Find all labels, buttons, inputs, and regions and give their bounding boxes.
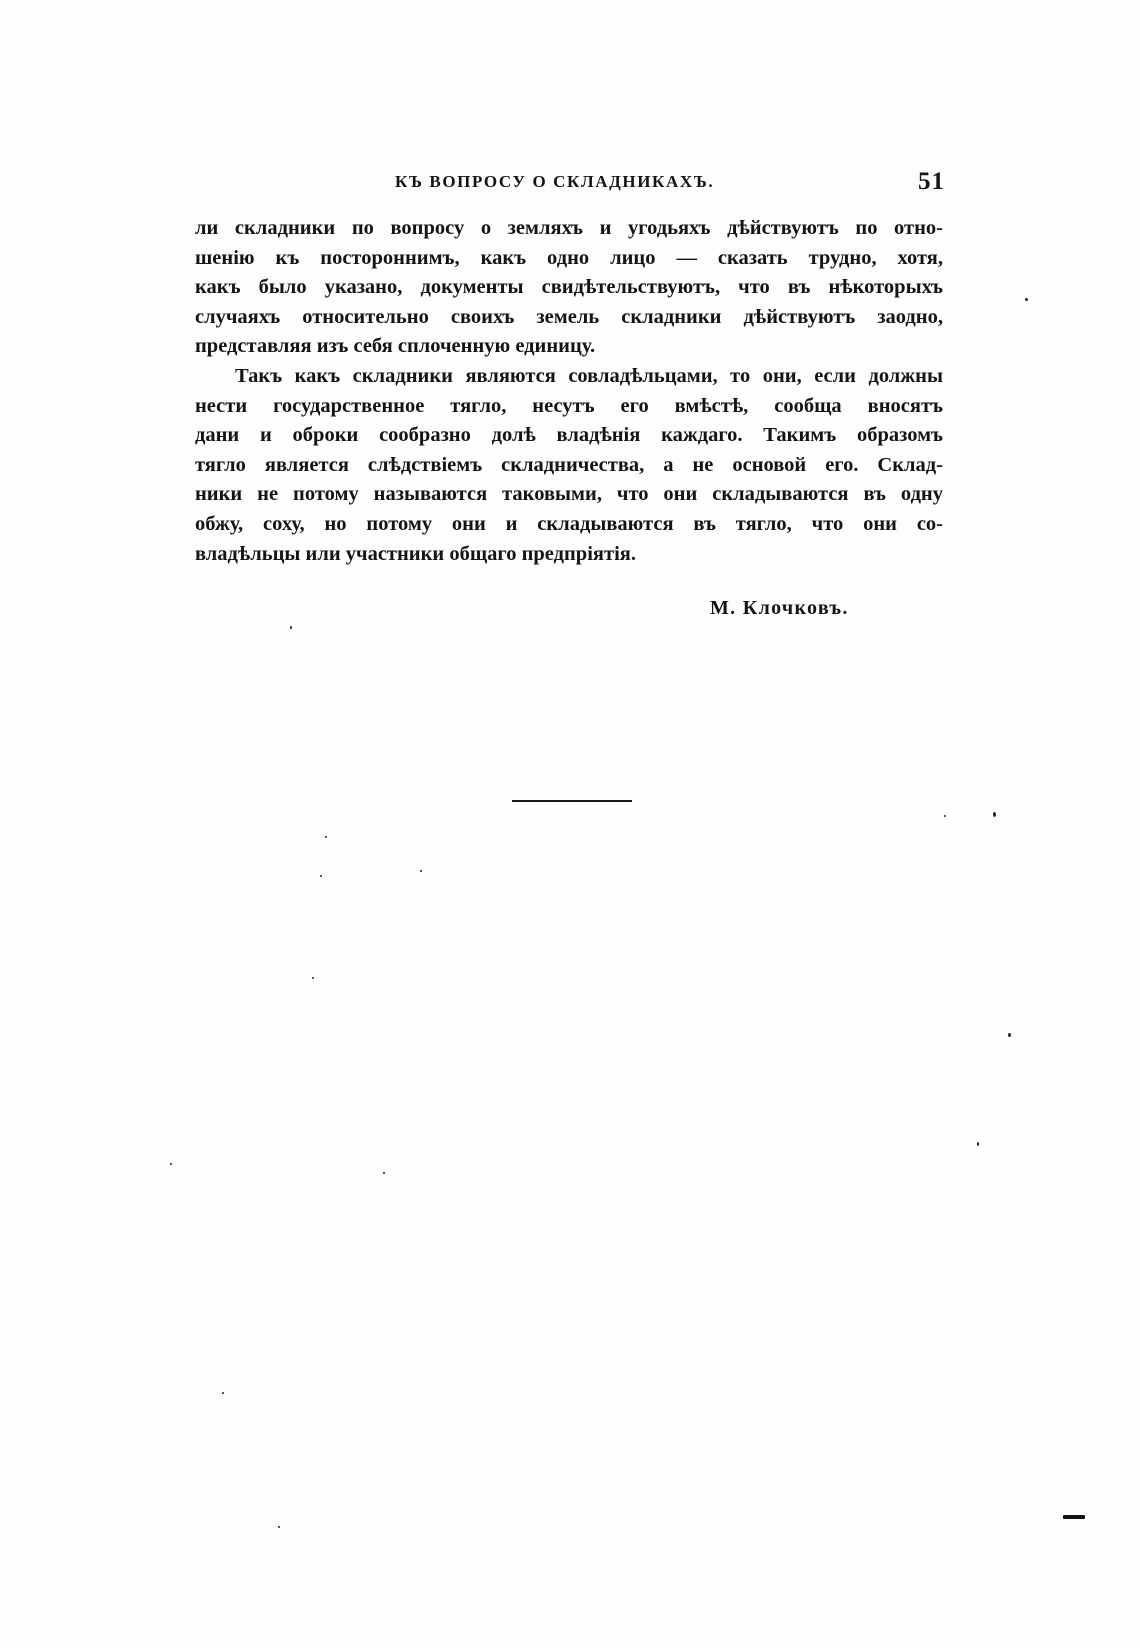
text-line: какъ было указано, документы свидѣтельствуютъ, что въ нѣкоторыхъ: [195, 276, 943, 299]
end-rule: [512, 800, 632, 802]
scan-speck: [325, 836, 327, 838]
body-text: [195, 214, 943, 569]
text-line: случаяхъ относительно своихъ земель складники дѣйствуютъ заодно,: [195, 305, 943, 328]
scan-speck: [320, 875, 322, 877]
text-line: тягло является слѣдствіемъ складничества, а не основой его. Склад-: [195, 453, 943, 476]
paragraph: [195, 214, 943, 362]
text-line: обжу, соху, но потому они и складываются въ тягло, что они со-: [195, 512, 943, 535]
scan-speck: [993, 812, 996, 817]
running-head: [395, 168, 945, 202]
margin-mark: [1063, 1515, 1085, 1519]
text-line: владѣльцы или участники общаго предпріятія.: [195, 542, 636, 565]
author-signature: М. Клочковъ.: [710, 597, 849, 619]
scan-speck: [278, 1526, 280, 1528]
text-line: дани и оброки сообразно долѣ владѣнія каждаго. Такимъ образомъ: [195, 424, 943, 447]
scan-speck: [290, 626, 292, 629]
text-line: ники не потому называются таковыми, что они складываются въ одну: [195, 483, 943, 506]
text-line: Такъ какъ складники являются совладѣльцами, то они, если должны: [235, 364, 943, 387]
paragraph: [195, 362, 943, 569]
scan-speck: [420, 870, 422, 872]
scan-speck: [1025, 298, 1028, 301]
text-line: шенію къ постороннимъ, какъ одно лицо — сказать трудно, хотя,: [195, 246, 943, 269]
scan-speck: [383, 1172, 385, 1174]
scan-speck: [1008, 1033, 1011, 1037]
text-line: нести государственное тягло, несутъ его вмѣстѣ, сообща вносятъ: [195, 394, 943, 417]
scan-speck: [977, 1142, 979, 1146]
scan-speck: [312, 977, 314, 979]
scan-speck: [170, 1163, 172, 1165]
scan-speck: [944, 815, 946, 817]
page-number: 51: [918, 168, 945, 195]
running-title: КЪ ВОПРОСУ О СКЛАДНИКАХЪ.: [395, 172, 715, 191]
text-line: ли складники по вопросу о земляхъ и угодьяхъ дѣйствуютъ по отно-: [195, 217, 943, 239]
text-line: представляя изъ себя сплоченную единицу.: [195, 335, 596, 358]
scan-speck: [222, 1392, 224, 1394]
